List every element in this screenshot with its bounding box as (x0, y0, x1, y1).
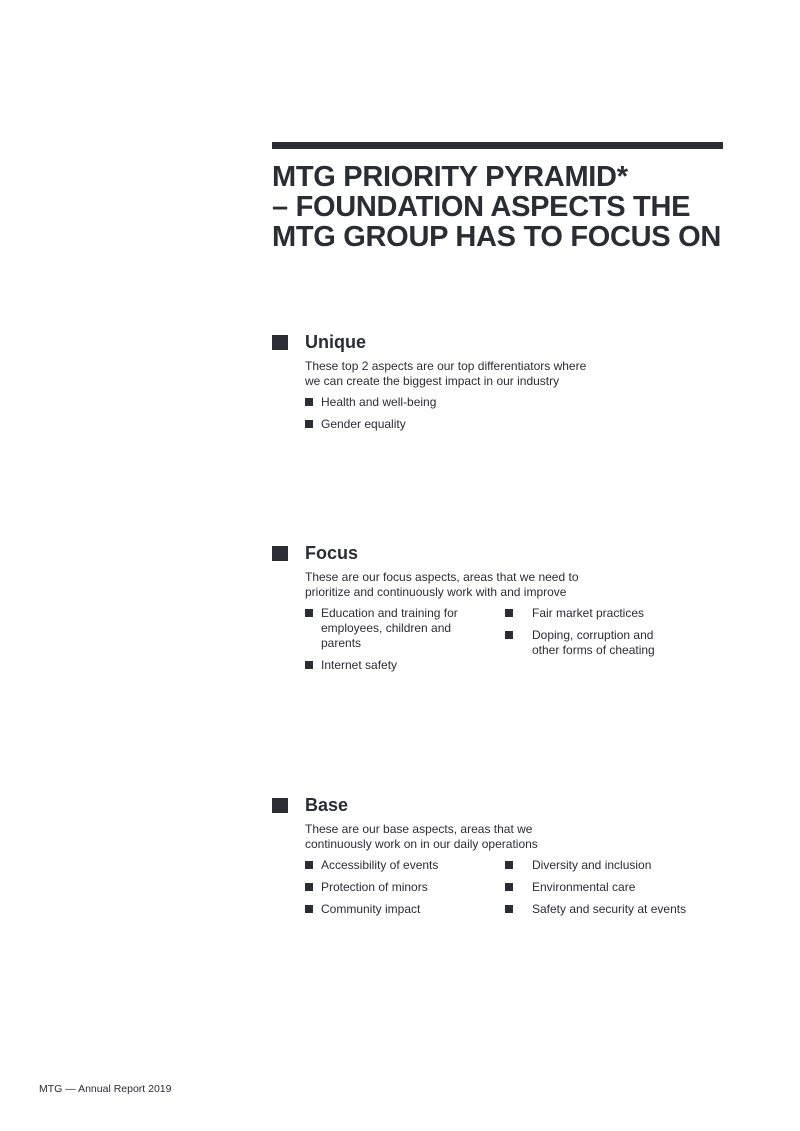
square-bullet-icon (305, 861, 313, 869)
item-label: Internet safety (321, 658, 398, 672)
aspect-column (505, 858, 705, 924)
description-line: continuously work on in our daily operations (305, 837, 538, 851)
item-label: Safety and security at events (532, 902, 687, 916)
list-item (305, 858, 505, 873)
item-label: Protection of minors (321, 880, 428, 894)
item-label: Environmental care (532, 880, 636, 894)
square-bullet-icon (305, 398, 313, 406)
aspect-column (305, 858, 505, 924)
page-title-line: MTG PRIORITY PYRAMID* (272, 161, 628, 193)
section-title: Unique (305, 332, 366, 352)
square-marker-icon (272, 335, 288, 350)
aspect-column (505, 606, 705, 680)
section-base (272, 797, 732, 924)
section-description (305, 356, 732, 389)
description-line: These are our focus aspects, areas that we need to (305, 570, 579, 584)
page-footer: MTG — Annual Report 2019 (39, 1083, 172, 1095)
square-bullet-icon (305, 609, 313, 617)
section-header (272, 797, 732, 819)
list-item (305, 902, 505, 917)
aspect-column (305, 395, 505, 439)
page-title (272, 162, 742, 252)
list-item (305, 658, 505, 673)
item-label: Community impact (321, 902, 421, 916)
square-bullet-icon (305, 420, 313, 428)
square-bullet-icon (505, 861, 513, 869)
description-line: These are our base aspects, areas that we (305, 822, 533, 836)
aspect-list (305, 606, 732, 680)
description-line: These top 2 aspects are our top differentiators where (305, 359, 587, 373)
section-header (272, 334, 732, 356)
list-item (505, 902, 705, 917)
item-label: Gender equality (321, 417, 406, 431)
section-description (305, 567, 732, 600)
square-marker-icon (272, 546, 288, 561)
square-bullet-icon (505, 631, 513, 639)
list-item (505, 880, 705, 895)
description-line: we can create the biggest impact in our industry (305, 374, 560, 388)
aspect-column (305, 606, 505, 680)
section-unique (272, 334, 732, 439)
item-label: Health and well-being (321, 395, 437, 409)
section-focus (272, 545, 732, 680)
aspect-list (305, 858, 732, 924)
item-label: Doping, corruption and other forms of cheating (532, 628, 655, 657)
list-item (305, 880, 505, 895)
list-item (305, 606, 471, 651)
list-item (505, 858, 705, 873)
list-item (305, 395, 505, 410)
section-description (305, 819, 732, 852)
section-title: Base (305, 795, 349, 815)
section-title: Focus (305, 543, 359, 563)
square-bullet-icon (505, 905, 513, 913)
square-bullet-icon (505, 609, 513, 617)
title-rule (272, 142, 723, 149)
square-bullet-icon (305, 905, 313, 913)
section-header (272, 545, 732, 567)
aspect-list (305, 395, 732, 439)
square-bullet-icon (305, 883, 313, 891)
list-item (305, 417, 505, 432)
description-line: prioritize and continuously work with and improve (305, 585, 567, 599)
item-label: Education and training for employees, children and parents (321, 606, 458, 650)
page-title-line: – FOUNDATION ASPECTS THE (272, 191, 691, 223)
square-bullet-icon (505, 883, 513, 891)
page-title-line: MTG GROUP HAS TO FOCUS ON (272, 221, 722, 253)
item-label: Accessibility of events (321, 858, 439, 872)
item-label: Fair market practices (532, 606, 645, 620)
square-marker-icon (272, 798, 288, 813)
list-item (505, 606, 705, 621)
list-item (505, 628, 672, 658)
item-label: Diversity and inclusion (532, 858, 652, 872)
square-bullet-icon (305, 661, 313, 669)
